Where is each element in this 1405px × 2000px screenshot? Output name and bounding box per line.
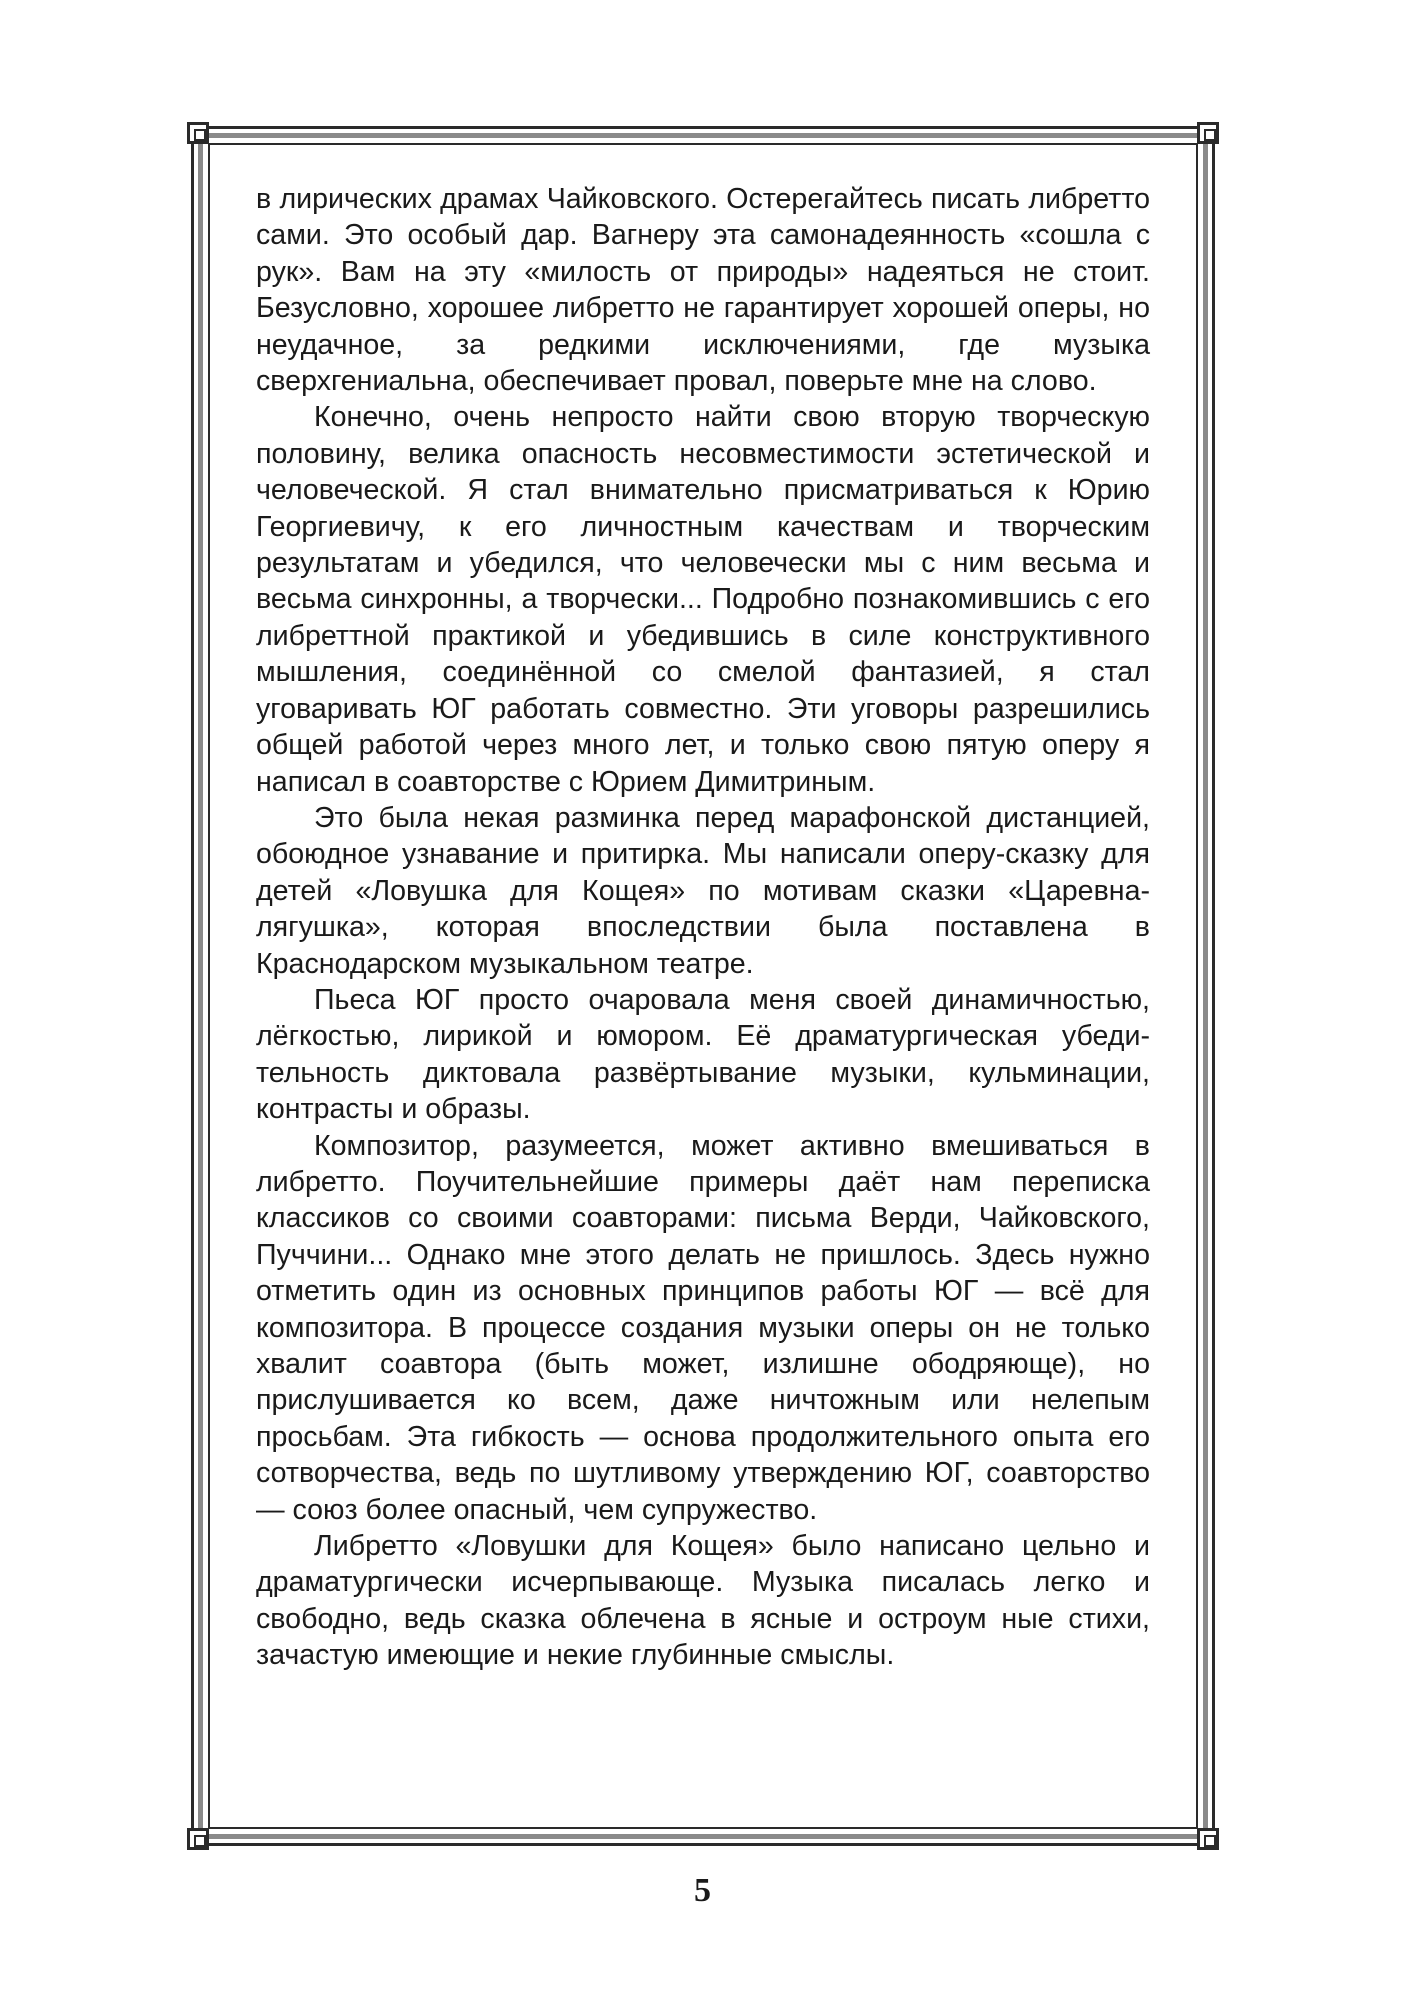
paragraph: Либретто «Ловушки для Кощея» было написано цельно и драматургически исчерпывающе. Музыка писалась легко и свободно, ведь сказка облечена в ясные и остроум ные стихи, зачастую имеющие и некие глубинные смыслы. bbox=[256, 1530, 1150, 1672]
frame-corner-ornament bbox=[187, 1828, 209, 1850]
page-number: 5 bbox=[694, 1872, 711, 1909]
frame-corner-ornament bbox=[187, 122, 209, 144]
paragraph: в лирических драмах Чайковского. Остерегайтесь писать либретто сами. Это особый дар. Вагнеру эта самонадеянность «сошла с рук». Вам на эту «милость от природы» надеяться не стоит. Безусловно, хорошее либретто не гарантирует хорошей оперы, но неудачное, за редкими исключениями, где музыка сверхгениальна, обеспечивает провал, поверьте мне на слово. bbox=[256, 183, 1150, 398]
paragraph: Пьеса ЮГ просто очаровала меня своей динамичностью, лёгкостью, лирикой и юмором. Её драматургическая убедительность диктовала развёртывание музыки, кульминации, контрасты и образы. bbox=[256, 983, 1150, 1126]
frame-corner-ornament bbox=[1197, 1828, 1219, 1850]
paragraph: Это была некая разминка перед марафонской дистанцией, обоюдное узнавание и притирка. Мы написали оперу-сказку для детей «Ловушка для Кощея» по мотивам сказки «Царевна-лягушка», которая впоследствии была поставлена в Краснодарском музыкальном театре. bbox=[256, 801, 1150, 980]
body-text bbox=[256, 181, 1150, 1674]
frame-corner-ornament bbox=[1197, 122, 1219, 144]
paragraph: Конечно, очень непросто найти свою вторую творческую половину, велика опасность несовместимости эстетической и человеческой. Я стал внимательно присматриваться к Юрию Георгиевичу, к его личностным качествам и творческим результатам и убедился, что человечески мы с ним весьма и весьма синхронны, а творчески... Подробно познакомившись с его либреттной практикой и убедившись в силе конструктивного мышления, соединённой со смелой фантазией, я стал уговаривать ЮГ работать совместно. Эти уговоры разрешились общей работой через много лет, и только свою пятую оперу я написал в соавторстве с Юрием Димитриным. bbox=[256, 401, 1150, 798]
paragraph: Композитор, разумеется, может активно вмешиваться в либретто. Поучительнейшие примеры даёт нам переписка классиков со своими соавторами: письма Верди, Чайковского, Пуччини... Однако мне этого делать не пришлось. Здесь нужно отметить один из основных принципов работы ЮГ — всё для композитора. В процессе создания музыки оперы он не только хвалит соавтора (быть может, излишне ободряюще), но прислушивается ко всем, даже ничтожным или нелепым просьбам. Эта гибкость — основа продолжительного опыта его сотворчества, ведь по шутливому утверждению ЮГ, соавторство — союз более опасный, чем супружество. bbox=[256, 1129, 1150, 1526]
